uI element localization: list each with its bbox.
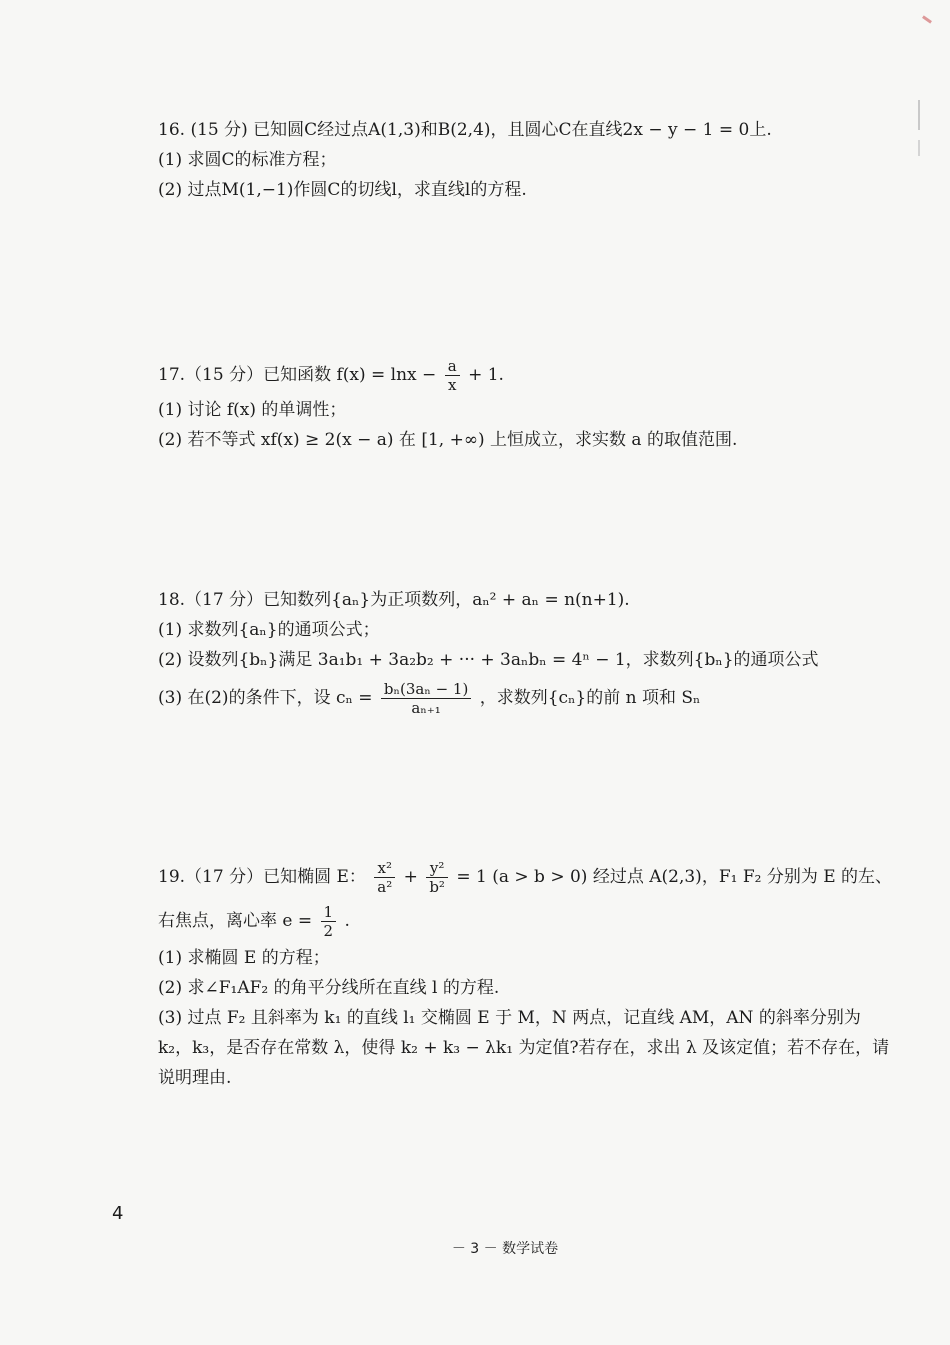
handwritten-page-number: 4 (112, 1203, 124, 1224)
fraction-denominator: b² (429, 878, 445, 896)
part-text: (3) 在(2)的条件下，设 cₙ = (158, 688, 373, 708)
fraction-denominator: 2 (323, 922, 334, 940)
fraction-denominator: a² (377, 878, 393, 896)
problem-19-part-3: (3) 过点 F₂ 且斜率为 k₁ 的直线 l₁ 交椭圆 E 于 M，N 两点，记直线 AM，AN 的斜率分别为 (158, 1008, 861, 1028)
fraction-numerator: bₙ(3aₙ − 1) (381, 680, 471, 699)
problem-18-part-3 (158, 675, 858, 721)
fraction (321, 903, 337, 940)
problem-17-part-2: (2) 若不等式 xf(x) ≥ 2(x − a) 在 [1, +∞) 上恒成立，求实数 a 的取值范围. (158, 430, 738, 450)
problem-17-part-1: (1) 讨论 f(x) 的单调性； (158, 400, 347, 420)
footer-text: － 3 － 数学试卷 (451, 1241, 559, 1257)
fraction-numerator: y² (426, 859, 448, 878)
fraction-denominator: aₙ₊₁ (411, 699, 441, 717)
problem-19-stem-cont (158, 899, 858, 943)
problem-19-part-3-end: 说明理由. (158, 1068, 232, 1088)
fraction (445, 357, 460, 394)
fraction-denominator: x (447, 376, 457, 394)
fraction-numerator: a (445, 357, 460, 376)
problem-18-stem: 18.（17 分）已知数列{aₙ}为正项数列，aₙ² + aₙ = n(n+1). (158, 590, 630, 610)
fraction-numerator: x² (374, 859, 395, 878)
problem-18-part-1: (1) 求数列{aₙ}的通项公式； (158, 620, 380, 640)
fraction (426, 859, 448, 896)
corner-mark (922, 15, 932, 23)
problem-19-stem (158, 855, 893, 899)
problem-16 (158, 115, 858, 205)
problem-18 (158, 585, 858, 721)
problem-17-stem (158, 355, 858, 395)
problem-19-part-2: (2) 求∠F₁AF₂ 的角平分线所在直线 l 的方程. (158, 978, 500, 998)
stem-text: 17.（15 分）已知函数 f(x) = lnx − (158, 365, 437, 385)
problem-19-part-1: (1) 求椭圆 E 的方程； (158, 948, 330, 968)
problem-16-part-1: (1) 求圆C的标准方程； (158, 150, 337, 170)
plus-sign: + (403, 867, 418, 887)
stem-text: 右焦点，离心率 e = (158, 911, 313, 931)
problem-19 (158, 855, 893, 1093)
edge-mark (918, 100, 920, 130)
stem-text: . (344, 911, 350, 931)
stem-text: + 1. (468, 365, 504, 385)
problem-16-stem: 16. (15 分) 已知圆C经过点A(1,3)和B(2,4)，且圆心C在直线2x − y − 1 = 0上. (158, 120, 772, 140)
fraction (381, 680, 471, 717)
stem-text: 19.（17 分）已知椭圆 E： (158, 867, 366, 887)
problem-19-part-3-cont: k₂，k₃，是否存在常数 λ，使得 k₂ + k₃ − λk₁ 为定值?若存在，求出 λ 及该定值；若不存在，请 (158, 1038, 890, 1058)
problem-16-part-2: (2) 过点M(1,−1)作圆C的切线l，求直线l的方程. (158, 180, 527, 200)
edge-mark (918, 140, 920, 156)
fraction-numerator: 1 (321, 903, 337, 922)
problem-18-part-2: (2) 设数列{bₙ}满足 3a₁b₁ + 3a₂b₂ + ··· + 3aₙbₙ = 4ⁿ − 1，求数列{bₙ}的通项公式 (158, 650, 819, 670)
part-text: ，求数列{cₙ}的前 n 项和 Sₙ (479, 688, 701, 708)
fraction (374, 859, 395, 896)
page-footer (0, 1238, 950, 1258)
stem-text: = 1 (a > b > 0) 经过点 A(2,3)，F₁ F₂ 分别为 E 的左、 (456, 867, 893, 887)
problem-17 (158, 355, 858, 455)
